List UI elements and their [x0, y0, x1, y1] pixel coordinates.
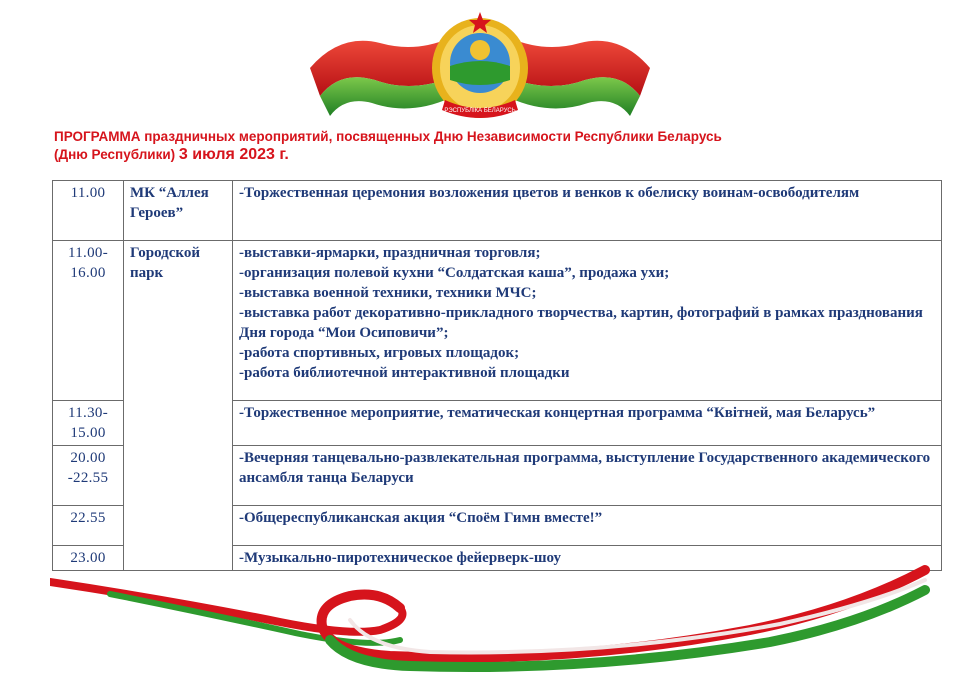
event-item: -выставка работ декоративно-прикладного творчества, картин, фотографий в рамках празднования Дня города “Мои Осиповичи”;	[239, 305, 923, 341]
event-item: -Вечерняя танцевально-развлекательная программа, выступление Государственного академического ансамбля танца Беларуси	[239, 450, 931, 486]
events-cell	[233, 241, 942, 401]
event-item: -работа библиотечной интерактивной площадки	[239, 365, 570, 381]
emblem-ribbon-text: РЭСПУБЛІКА БЕЛАРУСЬ	[444, 108, 516, 114]
event-item: -Общереспубликанская акция “Споём Гимн вместе!”	[239, 510, 603, 526]
table-row	[53, 181, 942, 241]
title-date: 3 июля 2023 г.	[178, 146, 289, 163]
event-item: -Музыкально-пиротехническое фейерверк-шоу	[239, 550, 561, 566]
events-cell	[233, 506, 942, 546]
program-title	[54, 128, 934, 164]
event-item: -выставки-ярмарки, праздничная торговля;	[239, 245, 541, 261]
place-cell: МК “Аллея Героев”	[124, 181, 233, 241]
events-cell	[233, 401, 942, 446]
place-cell: Городской парк	[124, 241, 233, 571]
time-cell: 11.00-16.00	[53, 241, 124, 401]
event-item: -выставка военной техники, техники МЧС;	[239, 285, 537, 301]
events-cell	[233, 446, 942, 506]
title-part2: (Дню Республики)	[54, 147, 176, 162]
events-cell	[233, 181, 942, 241]
time-cell: 20.00 -22.55	[53, 446, 124, 506]
time-cell: 11.30-15.00	[53, 401, 124, 446]
schedule-table	[52, 180, 942, 571]
event-item: -работа спортивных, игровых площадок;	[239, 345, 520, 361]
table-row	[53, 241, 942, 401]
flag-ribbon-heart-icon	[50, 560, 930, 676]
belarus-coat-of-arms-icon	[300, 8, 660, 123]
footer-ribbon	[50, 560, 930, 676]
event-item: -организация полевой кухни “Солдатская каша”, продажа ухи;	[239, 265, 670, 281]
time-cell: 11.00	[53, 181, 124, 241]
event-item: -Торжественная церемония возложения цветов и венков к обелиску воинам-освободителям	[239, 185, 860, 201]
time-cell: 23.00	[53, 546, 124, 571]
event-item: -Торжественное мероприятие, тематическая концертная программа “Квітней, мая Беларусь”	[239, 405, 876, 421]
title-part1: ПРОГРАММА праздничных мероприятий, посвященных Дню Независимости Республики Беларусь	[54, 129, 722, 144]
header-emblem	[300, 8, 660, 123]
time-cell: 22.55	[53, 506, 124, 546]
